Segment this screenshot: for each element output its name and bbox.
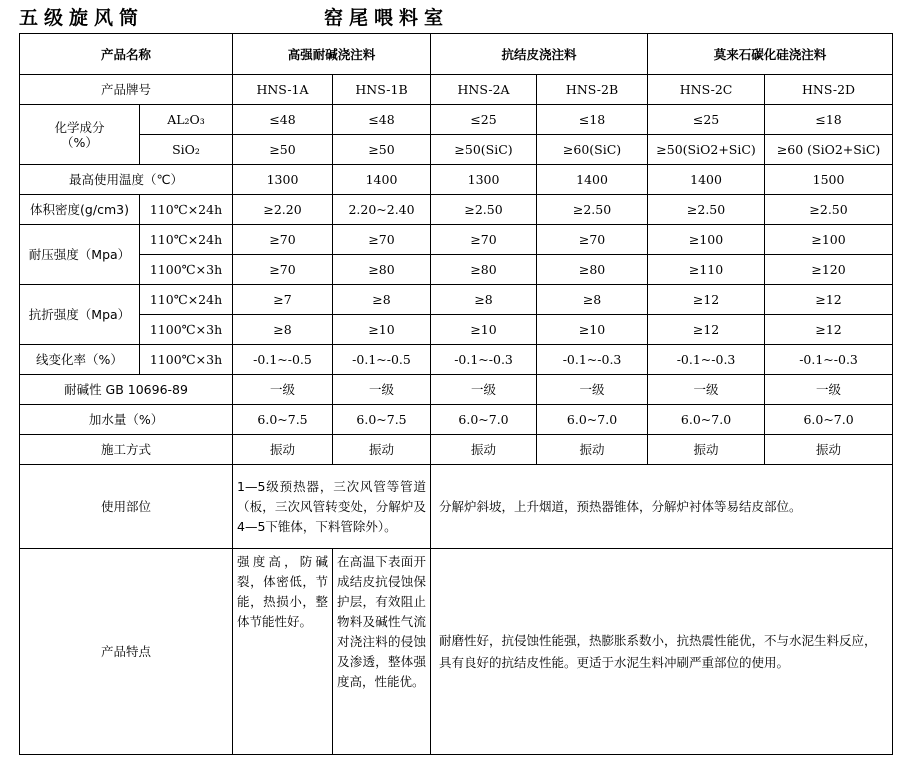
density-cell: 2.20~2.40 xyxy=(333,195,431,225)
construction-cell: 振动 xyxy=(333,435,431,465)
alkali-cell: 一级 xyxy=(333,375,431,405)
title-left: 五级旋风筒 xyxy=(19,7,145,29)
flexural-condition-2: 1100℃×3h xyxy=(140,315,233,345)
sio2-cell: ≥60 (SiO2+SiC) xyxy=(765,135,893,165)
sio2-cell: ≥50(SiC) xyxy=(431,135,537,165)
table-row-compressive-1 xyxy=(20,225,893,255)
flexural-cell: ≥10 xyxy=(431,315,537,345)
features-text-right: 耐磨性好，抗侵蚀性能强，热膨胀系数小，抗热震性能优，不与水泥生料反应，具有良好的抗结皮性能。更适于水泥生料冲刷严重部位的使用。 xyxy=(431,549,893,755)
compressive-cell: ≥70 xyxy=(431,225,537,255)
compressive-cell: ≥110 xyxy=(648,255,765,285)
density-cell: ≥2.50 xyxy=(537,195,648,225)
water-cell: 6.0~7.0 xyxy=(537,405,648,435)
usage-text-right: 分解炉斜坡，上升烟道，预热器锥体，分解炉衬体等易结皮部位。 xyxy=(431,465,893,549)
construction-cell: 振动 xyxy=(233,435,333,465)
flexural-cell: ≥10 xyxy=(333,315,431,345)
composition-label xyxy=(20,105,140,165)
compressive-label: 耐压强度（Mpa） xyxy=(20,225,140,285)
max-temp-cell: 1400 xyxy=(648,165,765,195)
group-header-3: 莫来石碳化硅浇注料 xyxy=(648,34,893,75)
table-row-water xyxy=(20,405,893,435)
water-cell: 6.0~7.0 xyxy=(765,405,893,435)
linear-cell: -0.1~-0.5 xyxy=(333,345,431,375)
alkali-label: 耐碱性 GB 10696-89 xyxy=(20,375,233,405)
al2o3-label: AL₂O₃ xyxy=(140,105,233,135)
linear-cell: -0.1~-0.3 xyxy=(537,345,648,375)
composition-title: 化学成分 xyxy=(54,119,105,135)
table-row-construction xyxy=(20,435,893,465)
alkali-cell: 一级 xyxy=(537,375,648,405)
max-temp-cell: 1400 xyxy=(537,165,648,195)
group-header-1: 高强耐碱浇注料 xyxy=(233,34,431,75)
group-header-2: 抗结皮浇注料 xyxy=(431,34,648,75)
density-condition: 110℃×24h xyxy=(140,195,233,225)
product-spec-table xyxy=(19,33,893,755)
compressive-cell: ≥120 xyxy=(765,255,893,285)
table-row-flexural-1 xyxy=(20,285,893,315)
features-label: 产品特点 xyxy=(20,549,233,755)
linear-condition: 1100℃×3h xyxy=(140,345,233,375)
water-cell: 6.0~7.0 xyxy=(648,405,765,435)
compressive-condition-1: 110℃×24h xyxy=(140,225,233,255)
sio2-cell: ≥50 xyxy=(233,135,333,165)
table-row-usage xyxy=(20,465,893,549)
flexural-label: 抗折强度（Mpa） xyxy=(20,285,140,345)
flexural-cell: ≥8 xyxy=(537,285,648,315)
flexural-cell: ≥7 xyxy=(233,285,333,315)
brand-cell: HNS-2B xyxy=(537,75,648,105)
flexural-condition-1: 110℃×24h xyxy=(140,285,233,315)
al2o3-cell: ≤48 xyxy=(233,105,333,135)
table-row-density xyxy=(20,195,893,225)
linear-cell: -0.1~-0.3 xyxy=(765,345,893,375)
al2o3-cell: ≤18 xyxy=(765,105,893,135)
table-row-compressive-2 xyxy=(20,255,893,285)
brand-cell: HNS-2C xyxy=(648,75,765,105)
water-cell: 6.0~7.0 xyxy=(431,405,537,435)
flexural-cell: ≥8 xyxy=(333,285,431,315)
table-row-alkali xyxy=(20,375,893,405)
max-temp-cell: 1300 xyxy=(233,165,333,195)
sio2-label: SiO₂ xyxy=(140,135,233,165)
density-cell: ≥2.20 xyxy=(233,195,333,225)
compressive-cell: ≥70 xyxy=(233,255,333,285)
water-cell: 6.0~7.5 xyxy=(233,405,333,435)
density-label: 体积密度(g/cm3) xyxy=(20,195,140,225)
linear-cell: -0.1~-0.5 xyxy=(233,345,333,375)
flexural-cell: ≥8 xyxy=(431,285,537,315)
compressive-cell: ≥70 xyxy=(233,225,333,255)
max-temp-cell: 1400 xyxy=(333,165,431,195)
features-text-b: 在高温下表面开成结皮抗侵蚀保护层，有效阻止物料及碱性气流对浇注料的侵蚀及渗透，整体强度高，性能优。 xyxy=(333,549,431,755)
compressive-cell: ≥80 xyxy=(333,255,431,285)
title-right: 窑尾喂料室 xyxy=(324,7,450,29)
features-text-a: 强度高，防碱裂，体密低，节能，热损小，整体节能性好。 xyxy=(233,549,333,755)
flexural-cell: ≥12 xyxy=(648,285,765,315)
table-row-al2o3 xyxy=(20,105,893,135)
composition-unit: （%） xyxy=(61,134,98,150)
sio2-cell: ≥50(SiO2+SiC) xyxy=(648,135,765,165)
brand-cell: HNS-2A xyxy=(431,75,537,105)
construction-label: 施工方式 xyxy=(20,435,233,465)
sio2-cell: ≥60(SiC) xyxy=(537,135,648,165)
table-row-brand xyxy=(20,75,893,105)
construction-cell: 振动 xyxy=(765,435,893,465)
alkali-cell: 一级 xyxy=(648,375,765,405)
linear-label: 线变化率（%） xyxy=(20,345,140,375)
flexural-cell: ≥10 xyxy=(537,315,648,345)
compressive-cell: ≥100 xyxy=(648,225,765,255)
construction-cell: 振动 xyxy=(648,435,765,465)
table-row-sio2 xyxy=(20,135,893,165)
al2o3-cell: ≤25 xyxy=(431,105,537,135)
brand-label: 产品牌号 xyxy=(20,75,233,105)
max-temp-cell: 1500 xyxy=(765,165,893,195)
compressive-condition-2: 1100℃×3h xyxy=(140,255,233,285)
al2o3-cell: ≤18 xyxy=(537,105,648,135)
max-temp-label: 最高使用温度（℃） xyxy=(20,165,233,195)
usage-label: 使用部位 xyxy=(20,465,233,549)
linear-cell: -0.1~-0.3 xyxy=(431,345,537,375)
brand-cell: HNS-2D xyxy=(765,75,893,105)
flexural-cell: ≥12 xyxy=(648,315,765,345)
sio2-cell: ≥50 xyxy=(333,135,431,165)
table-row-features xyxy=(20,549,893,755)
table-row-max-temp xyxy=(20,165,893,195)
usage-text-left: 1—5级预热器，三次风管等管道（板，三次风管转变处，分解炉及4—5下锥体，下料管除外）。 xyxy=(233,465,431,549)
water-label: 加水量（%） xyxy=(20,405,233,435)
table-row-header xyxy=(20,34,893,75)
compressive-cell: ≥80 xyxy=(431,255,537,285)
flexural-cell: ≥8 xyxy=(233,315,333,345)
compressive-cell: ≥70 xyxy=(333,225,431,255)
density-cell: ≥2.50 xyxy=(648,195,765,225)
alkali-cell: 一级 xyxy=(233,375,333,405)
max-temp-cell: 1300 xyxy=(431,165,537,195)
alkali-cell: 一级 xyxy=(431,375,537,405)
compressive-cell: ≥80 xyxy=(537,255,648,285)
compressive-cell: ≥100 xyxy=(765,225,893,255)
brand-cell: HNS-1A xyxy=(233,75,333,105)
table-row-linear xyxy=(20,345,893,375)
density-cell: ≥2.50 xyxy=(765,195,893,225)
alkali-cell: 一级 xyxy=(765,375,893,405)
brand-cell: HNS-1B xyxy=(333,75,431,105)
flexural-cell: ≥12 xyxy=(765,285,893,315)
table-row-flexural-2 xyxy=(20,315,893,345)
al2o3-cell: ≤48 xyxy=(333,105,431,135)
al2o3-cell: ≤25 xyxy=(648,105,765,135)
water-cell: 6.0~7.5 xyxy=(333,405,431,435)
linear-cell: -0.1~-0.3 xyxy=(648,345,765,375)
flexural-cell: ≥12 xyxy=(765,315,893,345)
product-name-header: 产品名称 xyxy=(20,34,233,75)
construction-cell: 振动 xyxy=(431,435,537,465)
compressive-cell: ≥70 xyxy=(537,225,648,255)
density-cell: ≥2.50 xyxy=(431,195,537,225)
construction-cell: 振动 xyxy=(537,435,648,465)
